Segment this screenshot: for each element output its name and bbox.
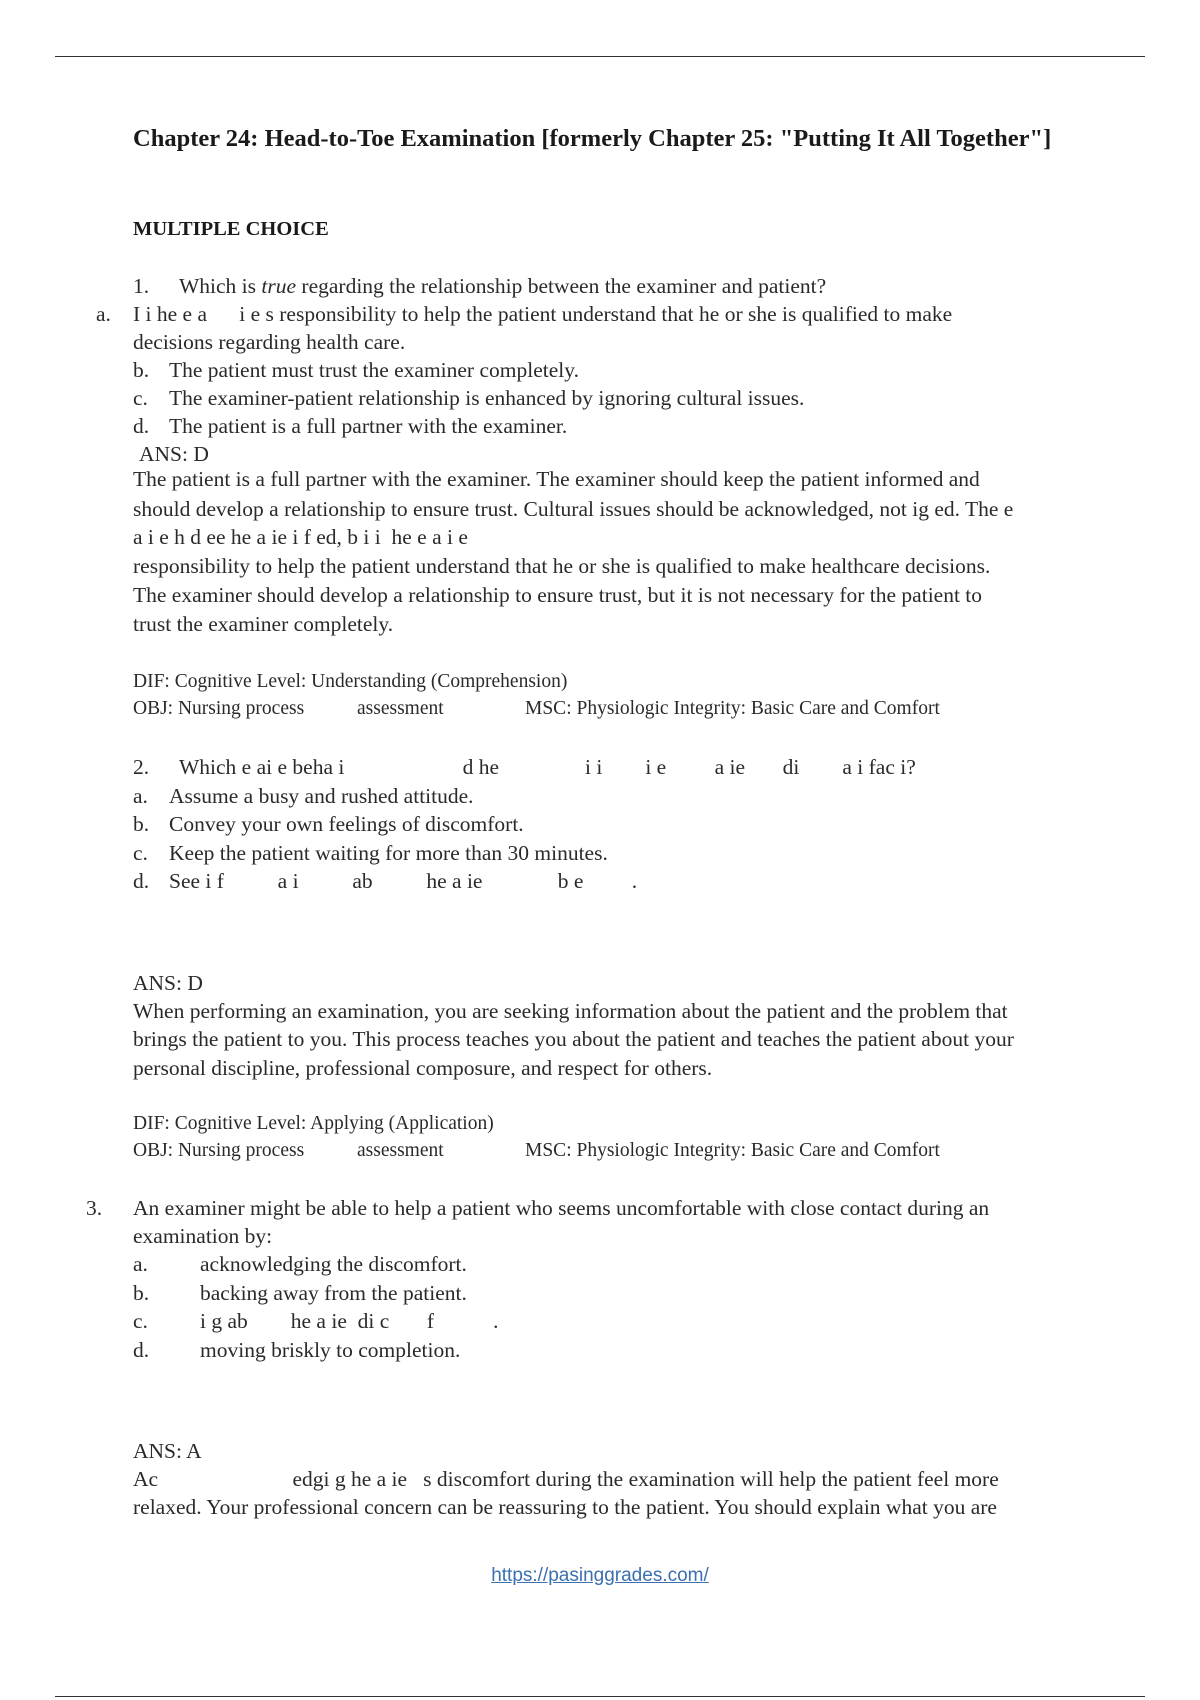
footer-link[interactable]: https://pasinggrades.com/ (491, 1565, 709, 1586)
q3-option-b-letter: b. (133, 1281, 150, 1305)
q1-rationale-line: The examiner should develop a relationship to ensure trust, but it is not necessary for the patient to (133, 583, 983, 607)
section-heading: MULTIPLE CHOICE (133, 218, 329, 240)
q1-option-a-letter: a. (96, 302, 111, 326)
q2-objective: OBJ: Nursing process (133, 1140, 305, 1161)
q3-rationale-line: relaxed. Your professional concern can be reassuring to the patient. You should explain what you are (133, 1495, 997, 1519)
q1-option-b-letter: b. (133, 358, 150, 382)
q1-answer: ANS: D (139, 442, 209, 466)
q1-option-d: The patient is a full partner with the examiner. (169, 414, 568, 438)
q3-number: 3. (86, 1196, 103, 1220)
q3-option-a: acknowledging the discomfort. (200, 1252, 467, 1276)
q1-stem (179, 273, 826, 299)
q2-option-d-letter: d. (133, 869, 150, 893)
q1-objective-step: assessment (357, 698, 444, 719)
q1-rationale-line: responsibility to help the patient understand that he or she is qualified to make healthcare decisions. (133, 554, 991, 578)
q1-number: 1. (133, 274, 150, 298)
q3-option-b: backing away from the patient. (200, 1281, 467, 1305)
q1-difficulty: DIF: Cognitive Level: Understanding (Comprehension) (133, 671, 568, 692)
q2-option-a: Assume a busy and rushed attitude. (169, 784, 474, 808)
q1-option-c: The examiner-patient relationship is enhanced by ignoring cultural issues. (169, 386, 805, 410)
q2-number: 2. (133, 755, 150, 779)
q3-option-a-letter: a. (133, 1252, 148, 1276)
q2-rationale-line: personal discipline, professional composure, and respect for others. (133, 1056, 713, 1080)
q2-stem: Which e ai e beha i d he i i i e a ie di a i fac i? (179, 755, 916, 779)
q2-option-c: Keep the patient waiting for more than 30 minutes. (169, 841, 608, 865)
q3-stem: An examiner might be able to help a patient who seems uncomfortable with close contact during an (133, 1196, 990, 1220)
q1-option-a-cont: decisions regarding health care. (133, 330, 406, 354)
q1-stem-italic: true (261, 274, 297, 298)
q1-rationale-line: The patient is a full partner with the examiner. The examiner should keep the patient informed and (133, 467, 980, 491)
q2-option-a-letter: a. (133, 784, 148, 808)
q2-option-c-letter: c. (133, 841, 148, 865)
q1-stem-prefix: Which is (179, 274, 262, 298)
q2-difficulty: DIF: Cognitive Level: Applying (Application) (133, 1113, 494, 1134)
q1-msc: MSC: Physiologic Integrity: Basic Care and Comfort (525, 698, 940, 719)
q1-option-d-letter: d. (133, 414, 150, 438)
q1-stem-suffix: regarding the relationship between the examiner and patient? (296, 274, 827, 298)
q3-option-c-letter: c. (133, 1309, 148, 1333)
q1-option-b: The patient must trust the examiner completely. (169, 358, 579, 382)
page-title: Chapter 24: Head-to-Toe Examination [formerly Chapter 25: "Putting It All Together"] (133, 125, 1052, 152)
q3-option-d-letter: d. (133, 1338, 150, 1362)
q3-option-d: moving briskly to completion. (200, 1338, 461, 1362)
top-rule (55, 56, 1145, 57)
q3-stem-cont: examination by: (133, 1224, 273, 1248)
q1-option-a: I i he e a i e s responsibility to help the patient understand that he or she is qualified to make (133, 302, 953, 326)
q2-option-b-letter: b. (133, 812, 150, 836)
q3-option-c: i g ab he a ie di c f . (200, 1309, 499, 1333)
q2-option-b: Convey your own feelings of discomfort. (169, 812, 524, 836)
q3-rationale-line: Ac edgi g he a ie s discomfort during the examination will help the patient feel more (133, 1467, 999, 1491)
bottom-rule (55, 1696, 1145, 1697)
q1-rationale-line: should develop a relationship to ensure trust. Cultural issues should be acknowledged, not ig ed. The e (133, 497, 1014, 521)
q1-rationale-line: a i e h d ee he a ie i f ed, b i i he e a i e (133, 525, 468, 549)
q2-option-d: See i f a i ab he a ie b e . (169, 869, 638, 893)
q2-rationale-line: When performing an examination, you are seeking information about the patient and the problem that (133, 999, 1008, 1023)
q1-rationale-line: trust the examiner completely. (133, 612, 394, 636)
q2-msc: MSC: Physiologic Integrity: Basic Care and Comfort (525, 1140, 940, 1161)
q1-option-c-letter: c. (133, 386, 148, 410)
q3-answer: ANS: A (133, 1439, 202, 1463)
q2-answer: ANS: D (133, 971, 203, 995)
q2-objective-step: assessment (357, 1140, 444, 1161)
q1-objective: OBJ: Nursing process (133, 698, 305, 719)
q2-rationale-line: brings the patient to you. This process teaches you about the patient and teaches the patient about your (133, 1027, 1014, 1051)
